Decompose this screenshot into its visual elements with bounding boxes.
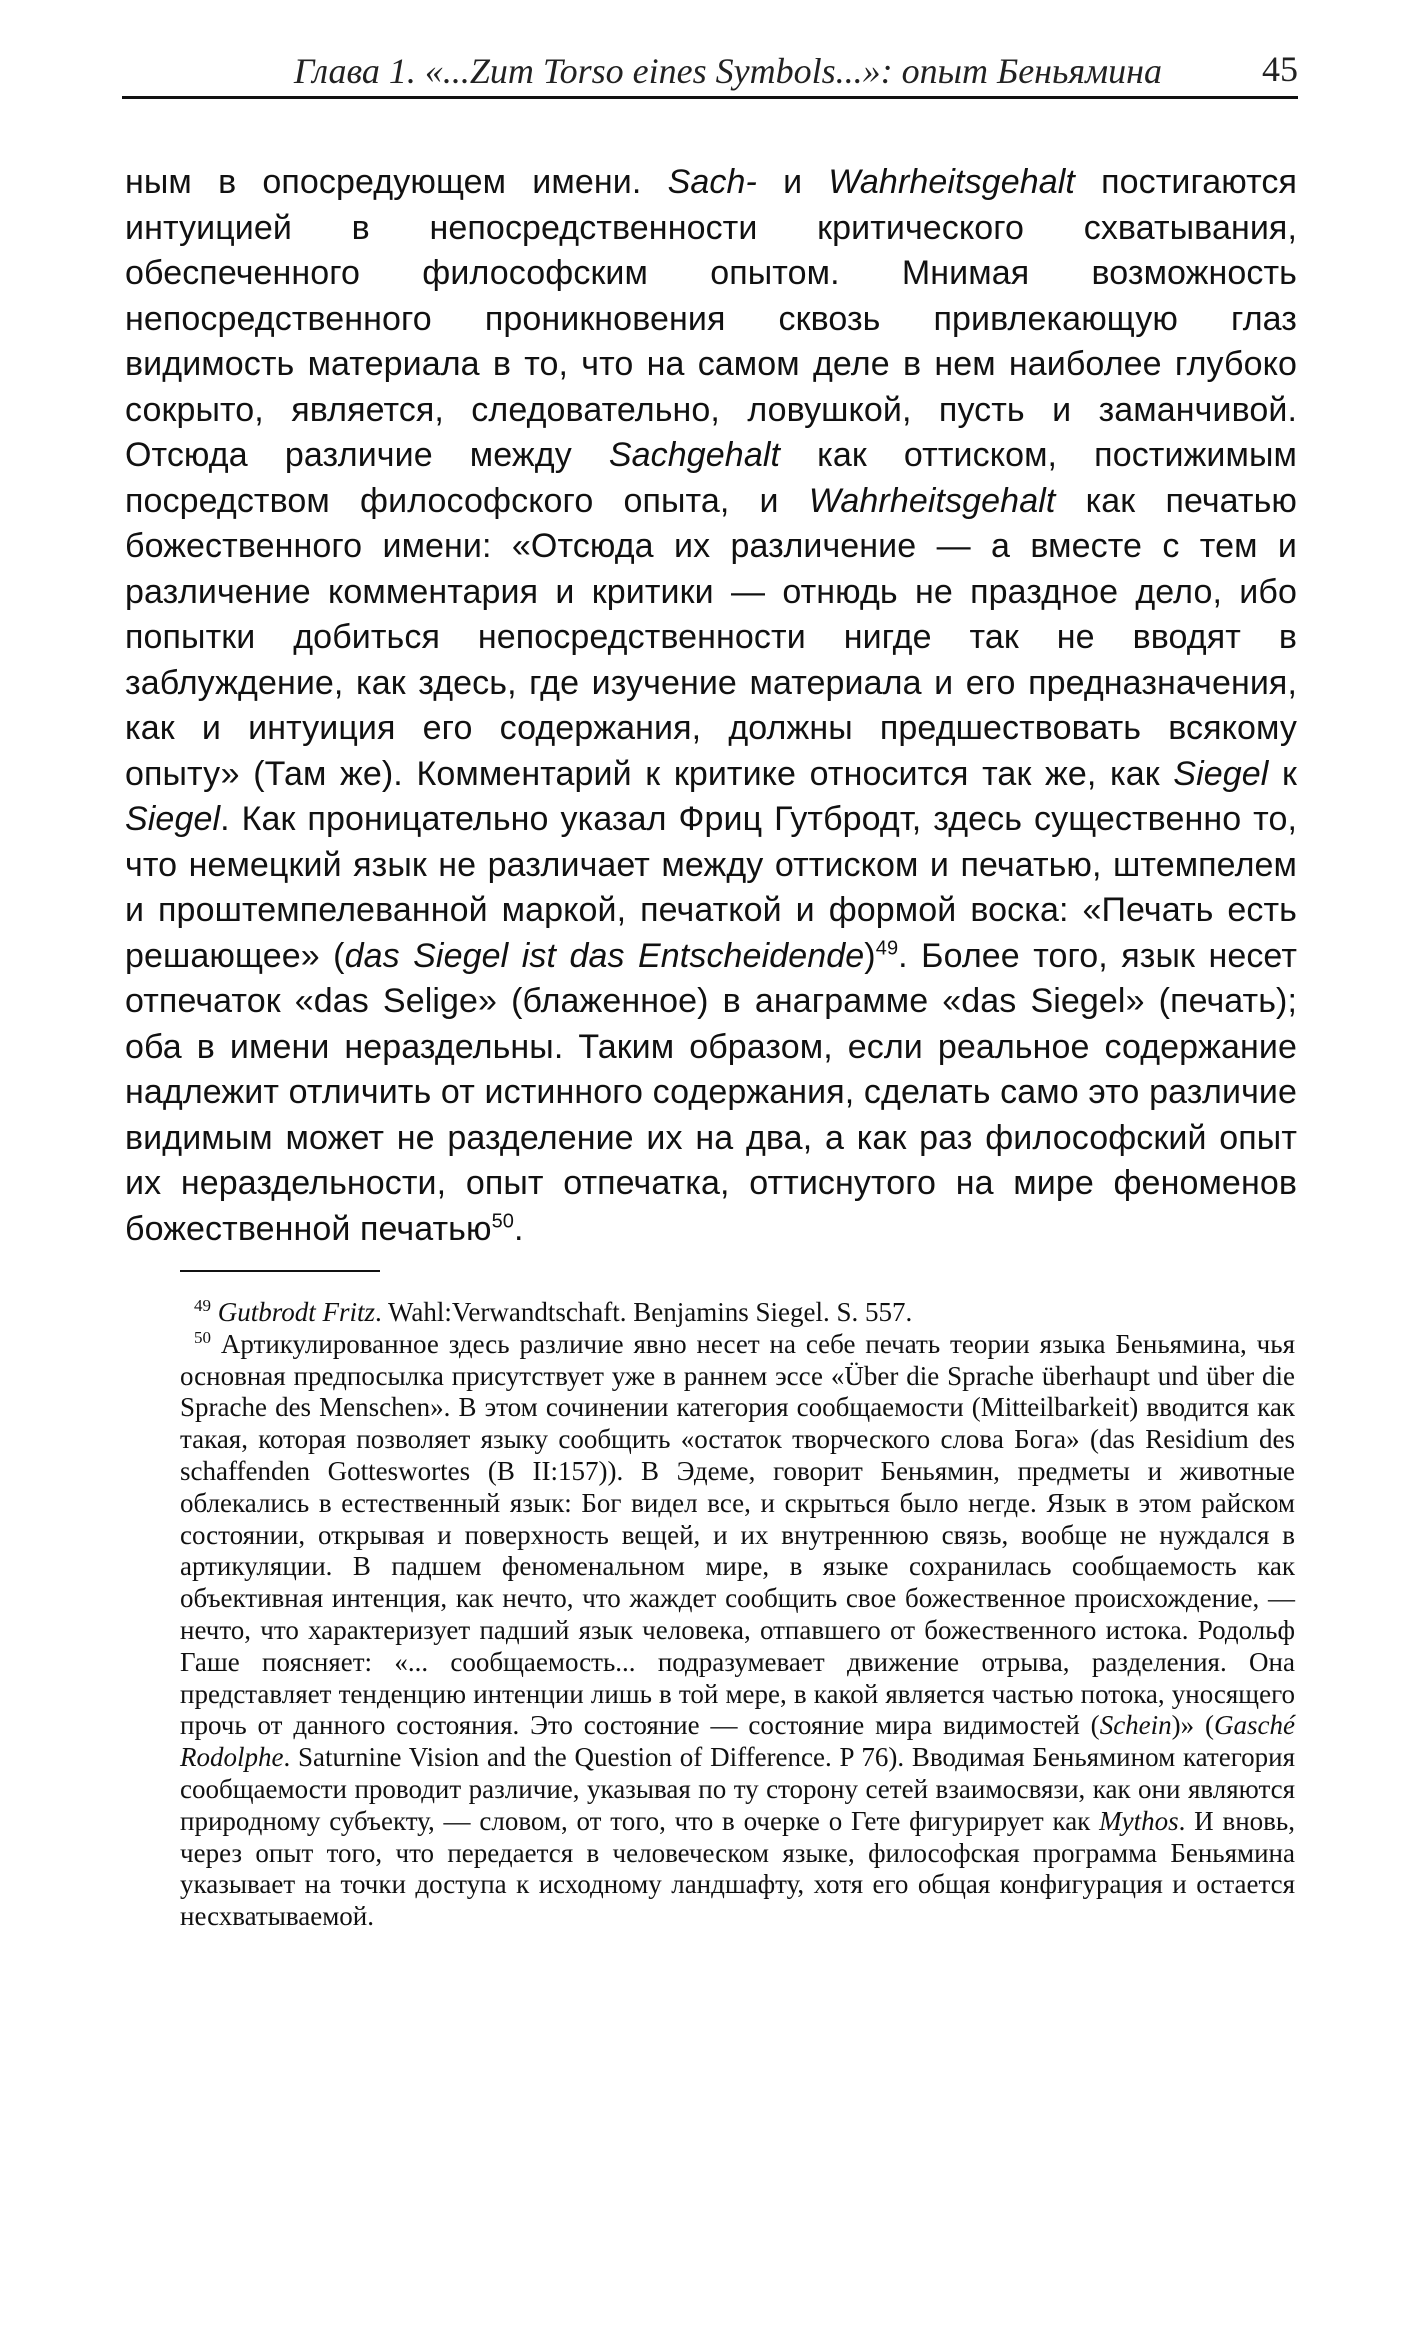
footnote-text: . Saturnine Vision and the Question of Difference. P 76). Вводимая Беньямином категория сообщаемости проводит различие, указывая по ту сторону сетей взаимосвязи, как они являются природному субъекту, — словом, от того, что в очерке о Гете фигурирует как — [180, 1742, 1295, 1836]
footnote-author: Gasché Rodolphe — [180, 1710, 1296, 1773]
footnote-divider — [180, 1270, 380, 1272]
italic-term: Wahrheitsgehalt — [828, 163, 1075, 201]
text-run: постигаются интуицией в непосредственности критического схватывания, обеспеченного философским опытом. Мнимая возможность непосредственного проникновения сквозь привлекающую глаз видимость материала в то, что на самом деле в нем наиболее глубоко сокрыто, является, следовательно, ловушкой, пусть и заманчивой. Отсюда различие между — [125, 163, 1298, 474]
text-run: ) — [864, 936, 876, 975]
text-run: как оттиском, постижимым посредством философского опыта, и — [125, 436, 1297, 520]
italic-term: Sach- — [667, 163, 757, 201]
footnote-ref-49[interactable]: 49 — [875, 937, 899, 960]
text-run: . Более того, язык несет отпечаток «das Selige» (блаженное) в анаграмме «das Siegel» (печать); оба в имени нераздельны. Таким образом, если реальное содержание надлежит отличить от истинного содержания, сделать само это различие видимым может не разделение их на два, а как раз философский опыт их нераздельности, опыт отпечатка, оттиснутого на мире феноменов божественной печатью — [125, 936, 1297, 1248]
italic-term: Mythos — [1099, 1805, 1179, 1836]
italic-term: Sachgehalt — [608, 436, 781, 474]
italic-term: Siegel — [125, 800, 221, 838]
page-header — [122, 38, 1298, 99]
footnote-text: )» ( — [1171, 1710, 1215, 1741]
text-run: к — [1268, 754, 1297, 793]
footnote-text: . И вновь, через опыт того, что передается в человеческом языке, философская программа Беньямина указывает на точки доступа к исходному ландшафту, хотя его общая конфигурация и остается несхватываемой. — [180, 1805, 1295, 1932]
italic-term: das Siegel ist das Entscheidende — [344, 936, 865, 975]
text-run: как печатью божественного имени: «Отсюда их различение — а вместе с тем и различение комментария и критики — отнюдь не праздное дело, ибо попытки добиться непосредственности нигде так не вводят в заблуждение, как здесь, где изучение материала и его предназначения, как и интуиция его содержания, должны предшествовать всякому опыту» (Там же). Комментарий к критике относится так же, как — [125, 481, 1297, 793]
italic-term: Schein — [1099, 1710, 1172, 1741]
text-run: . Как проницательно указал Фриц Гутбродт, здесь существенно то, что немецкий язык не различает между оттиском и печатью, штемпелем и проштемпелеванной маркой, печаткой и формой воска: «Печать есть решающее» ( — [125, 800, 1297, 975]
footnote-ref-50[interactable]: 50 — [491, 1210, 515, 1233]
footnote-text: . Wahl:Verwandtschaft. Benjamins Siegel. S. 557. — [375, 1297, 913, 1327]
text-run: ным в опосредующем имени. — [125, 163, 668, 201]
footnote-author: Gutbrodt Fritz — [217, 1297, 376, 1327]
running-head: Глава 1. «...Zum Torso eines Symbols...»: опыт Беньямина — [293, 51, 1162, 91]
main-text — [125, 160, 1297, 1252]
italic-term: Wahrheitsgehalt — [808, 481, 1056, 520]
footnotes — [180, 1297, 1295, 1933]
text-run: . — [514, 1209, 524, 1248]
text-run: и — [756, 163, 829, 201]
footnote-mark: 49 — [194, 1296, 211, 1315]
body-paragraph — [125, 160, 1297, 1252]
page-number: 45 — [1262, 49, 1298, 89]
footnote-50 — [180, 1329, 1295, 1933]
footnote-mark: 50 — [194, 1327, 211, 1347]
italic-term: Siegel — [1173, 754, 1269, 793]
footnote-text: Артикулированное здесь различие явно несет на себе печать теории языка Беньямина, чья основная предпосылка присутствует уже в раннем эссе «Über die Sprache überhaupt und über die Sprache des Menschen». В этом сочинении категория сообщаемости (Mitteilbarkeit) вводится как такая, которая позволяет языку сообщить «остаток творческого слова Бога» (das Residium des schaffenden Gotteswortes (B II:157)). В Эдеме, говорит Беньямин, предметы и животные облекались в естественный язык: Бог видел все, и скрыться было негде. Язык в этом райском состоянии, открывая и поверхность вещей, и их внутреннюю связь, вообще не нуждался в артикуляции. В падшем феноменальном мире, в языке сохранилась сообщаемость как объективная интенция, как нечто, что жаждет сообщить свое божественное происхождение, — нечто, что характеризует падший язык человека, отпавшего от божественного истока. Родольф Гаше поясняет: «... сообщаемость... подразумевает движение отрыва, разделения. Она представляет тенденцию интенции лишь в той мере, в какой является частью потока, уносящего прочь от данного состояния. Это состояние — состояние мира видимостей ( — [180, 1328, 1295, 1741]
footnote-49 — [180, 1297, 1295, 1329]
